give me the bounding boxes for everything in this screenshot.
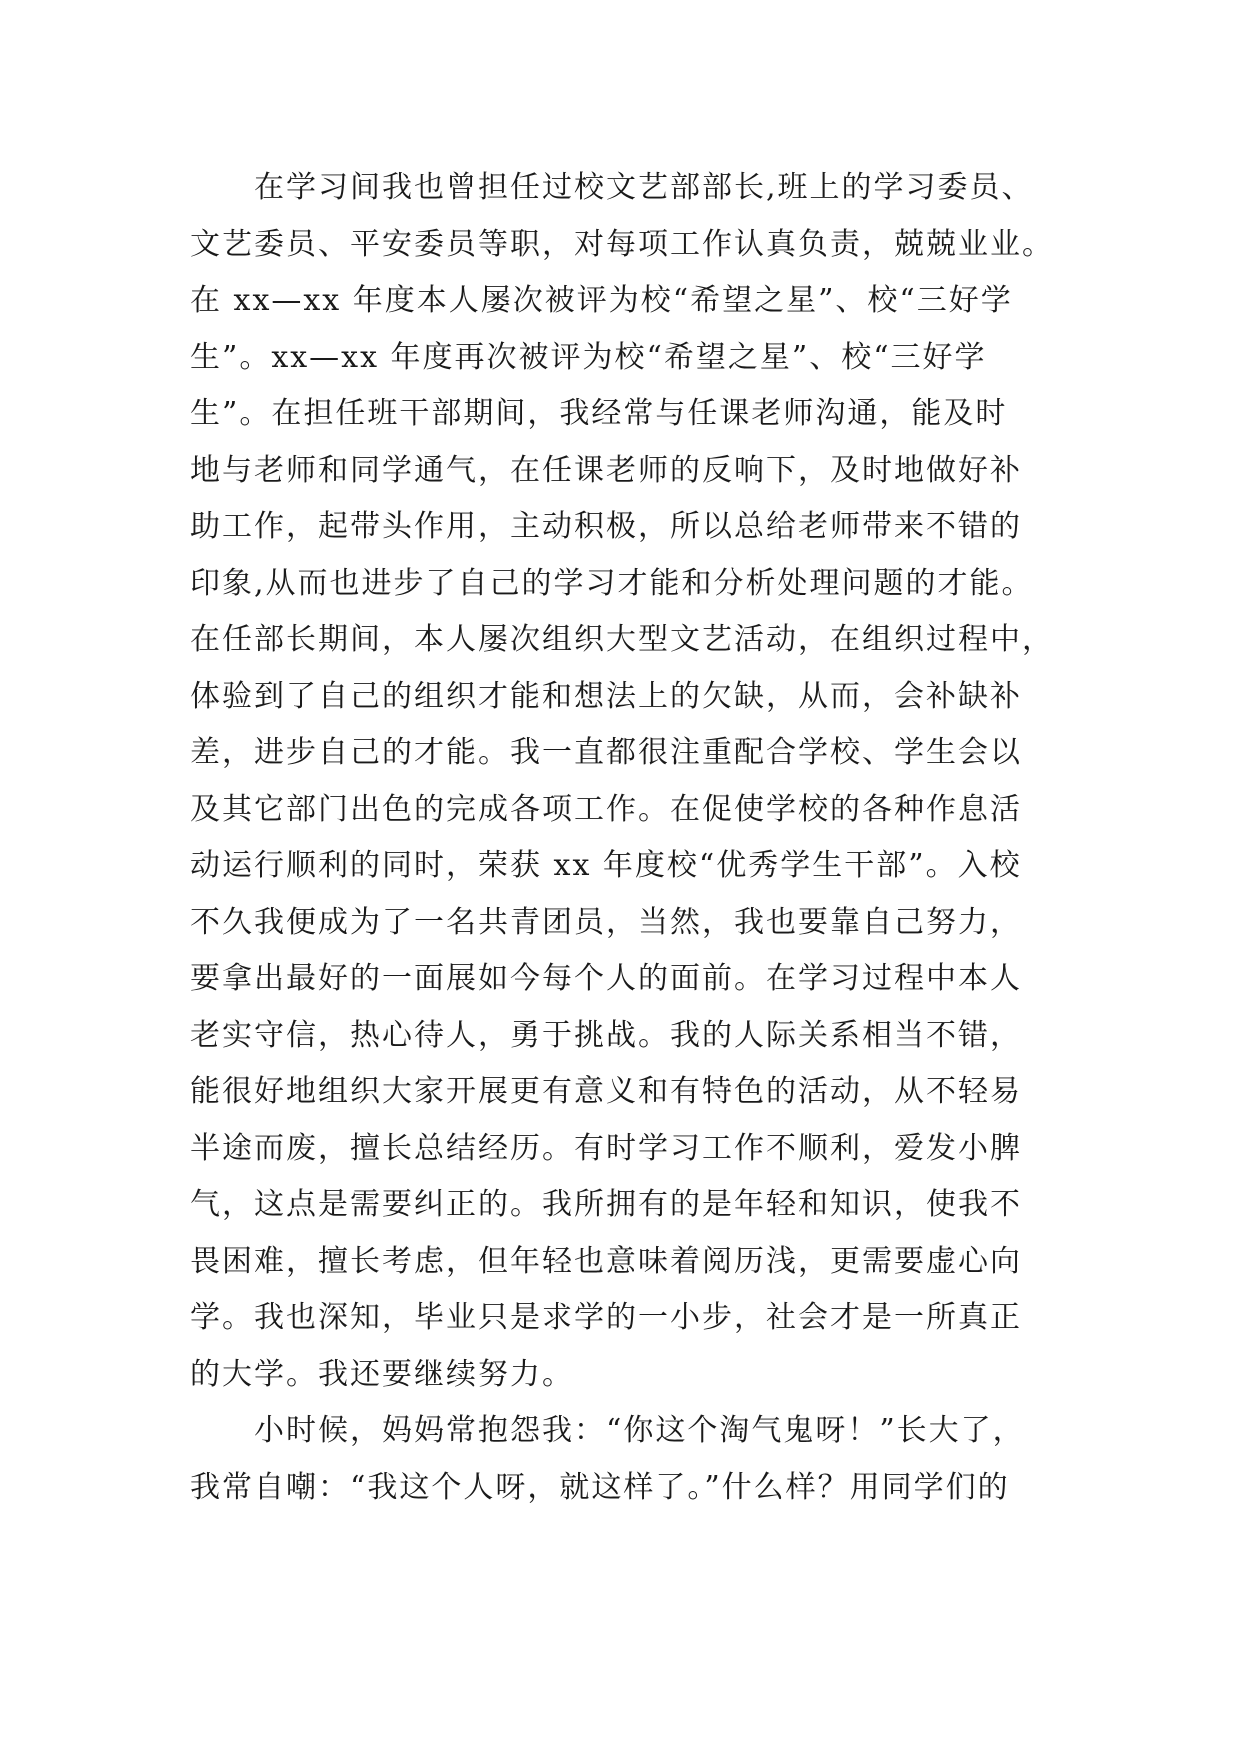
paragraph-line: 气，这点是需要纠正的。我所拥有的是年轻和知识，使我不 <box>190 1187 1022 1222</box>
paragraph-line: 小时候，妈妈常抱怨我：“你这个淘气鬼呀！”长大了， <box>254 1413 1025 1448</box>
paragraph-line: 能很好地组织大家开展更有意义和有特色的活动，从不轻易 <box>190 1074 1022 1109</box>
paragraph-line: 生”。xx—xx 年度再次被评为校“希望之星”、校“三好学 <box>190 339 987 375</box>
paragraph-line: 在 xx—xx 年度本人屡次被评为校“希望之星”、校“三好学 <box>190 283 1013 318</box>
paragraph-line: 印象,从而也进步了自己的学习才能和分析处理问题的才能。 <box>190 565 1034 601</box>
paragraph-line: 半途而废，擅长总结经历。有时学习工作不顺利，爱发小脾 <box>190 1130 1022 1166</box>
paragraph-line: 的大学。我还要继续努力。 <box>190 1356 574 1392</box>
paragraph-2 <box>190 1403 1090 1516</box>
paragraph-line: 在学习间我也曾担任过校文艺部部长,班上的学习委员、 <box>254 170 1034 205</box>
paragraph-line: 体验到了自己的组织才能和想法上的欠缺，从而，会补缺补 <box>190 678 1022 714</box>
paragraph-line: 动运行顺利的同时，荣获 xx 年度校“优秀学生干部”。入校 <box>190 848 1022 883</box>
paragraph-line: 在任部长期间，本人屡次组织大型文艺活动，在组织过程中， <box>190 622 1054 657</box>
paragraph-line: 及其它部门出色的完成各项工作。在促使学校的各种作息活 <box>190 791 1022 827</box>
paragraph-line: 助工作，起带头作用，主动积极，所以总给老师带来不错的 <box>190 509 1022 544</box>
paragraph-line: 我常自嘲：“我这个人呀，就这样了。”什么样？用同学们的 <box>190 1469 1010 1505</box>
paragraph-line: 差，进步自己的才能。我一直都很注重配合学校、学生会以 <box>190 735 1022 770</box>
paragraph-line: 学。我也深知，毕业只是求学的一小步，社会才是一所真正 <box>190 1300 1022 1335</box>
paragraph-1 <box>190 160 1090 1403</box>
paragraph-line: 要拿出最好的一面展如今每个人的面前。在学习过程中本人 <box>190 961 1022 996</box>
paragraph-line: 地与老师和同学通气，在任课老师的反响下，及时地做好补 <box>190 452 1022 488</box>
paragraph-line: 生”。在担任班干部期间，我经常与任课老师沟通，能及时 <box>190 396 1008 431</box>
document-body <box>190 160 1090 1516</box>
paragraph-line: 不久我便成为了一名共青团员，当然，我也要靠自己努力， <box>190 904 1022 940</box>
paragraph-line: 畏困难，擅长考虑，但年轻也意味着阅历浅，更需要虚心向 <box>190 1243 1022 1279</box>
paragraph-line: 文艺委员、平安委员等职，对每项工作认真负责，兢兢业业。 <box>190 226 1054 262</box>
paragraph-line: 老实守信，热心待人，勇于挑战。我的人际关系相当不错， <box>190 1017 1022 1053</box>
